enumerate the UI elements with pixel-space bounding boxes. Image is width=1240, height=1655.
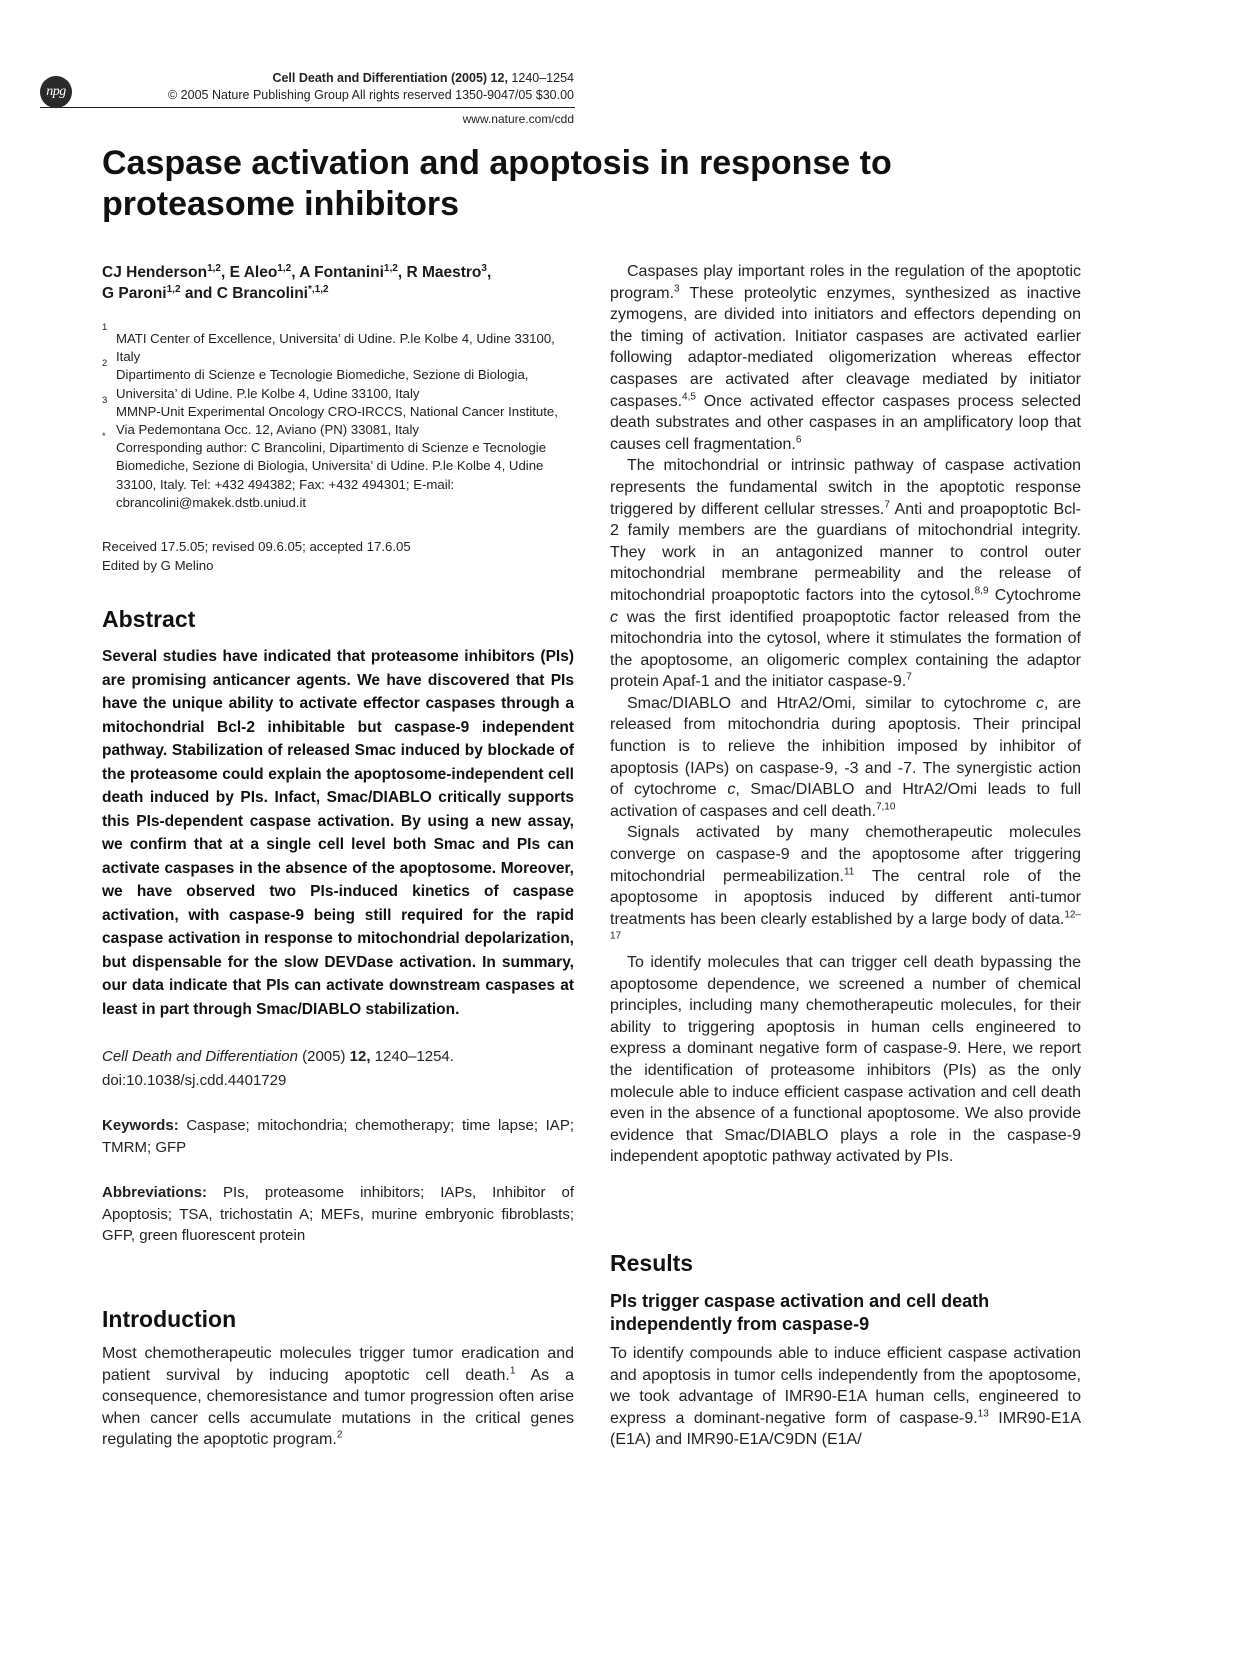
- affiliation-item: * Corresponding author: C Brancolini, Dipartimento di Scienze e Tecnologie Biomediche, Sezione di Biologia, Universita’ di Udine. P.le Kolbe 4, Udine 33100, Italy. Tel: +432 494382; Fax: +432 494301; E-mail: cbrancolini@makek.dstb.uniud.it: [102, 431, 547, 510]
- keywords: [102, 1115, 574, 1158]
- article-history: [102, 538, 572, 575]
- author-name: CJ Henderson: [102, 264, 208, 281]
- journal-name: Cell Death and Differentiation (2005) 12,: [272, 71, 508, 85]
- author-line: [102, 262, 572, 283]
- author-affiliation-marker: *,1,2: [307, 283, 329, 295]
- abstract-citation: [102, 1045, 574, 1092]
- reference-marker[interactable]: 1: [509, 1365, 516, 1377]
- right-column-body: [610, 261, 1081, 1168]
- author-name: E Aleo: [229, 264, 278, 281]
- keywords-label: Keywords:: [102, 1117, 179, 1134]
- affiliation-item: 1 MATI Center of Excellence, Universita’ di Udine. P.le Kolbe 4, Udine 33100, Italy: [102, 322, 555, 365]
- italic-term: c: [1035, 694, 1044, 712]
- paragraph-text: The mitochondrial or intrinsic pathway of caspase activation represents the fundamental switch in the apoptotic response triggered by different cellular stresses.: [610, 457, 1081, 518]
- author-separator: ,: [221, 264, 230, 281]
- intro-text: Most chemotherapeutic molecules trigger tumor eradication and patient survival by inducing apoptotic cell death.: [102, 1345, 574, 1384]
- abbreviations: [102, 1182, 574, 1247]
- keywords-text: Caspase; mitochondria; chemotherapy; time lapse; IAP; TMRM; GFP: [102, 1117, 574, 1156]
- results-heading: Results: [610, 1250, 694, 1276]
- journal-citation-line: [140, 70, 574, 87]
- abbreviations-label: Abbreviations:: [102, 1184, 208, 1201]
- paragraph-text: Smac/DIABLO and HtrA2/Omi, similar to cytochrome: [627, 694, 1036, 712]
- editor-line: Edited by G Melino: [102, 557, 214, 573]
- doi[interactable]: doi:10.1038/sj.cdd.4401729: [102, 1071, 287, 1089]
- author-affiliation-marker: 1,2: [207, 262, 221, 274]
- paragraph-text: Anti and proapoptotic Bcl-2 family members are the guardians of mitochondrial integrity. They work in an antagonized manner to control outer mitochondrial membrane permeability and the release of mitochondrial proapoptotic factors into the cytosol.: [610, 500, 1081, 604]
- affiliation-text: MATI Center of Excellence, Universita’ di Udine. P.le Kolbe 4, Udine 33100, Italy: [116, 331, 555, 365]
- introduction-paragraph: [102, 1343, 574, 1451]
- author-separator: ,: [291, 264, 300, 281]
- author-affiliation-marker: 3: [481, 262, 487, 274]
- italic-term: c: [610, 608, 618, 626]
- paragraph-text: , Smac/DIABLO and HtrA2/Omi leads to full activation of caspases and cell death.: [610, 781, 1081, 820]
- paragraph-text: These proteolytic enzymes, synthesized as inactive zymogens, are divided into initiators and effectors depending on the timing of activation. Initiator caspases are activated earlier following adaptor-mediated oligomerization whereas effector caspases are activated after cleavage mediated by initiator caspases.: [610, 284, 1081, 410]
- reference-marker[interactable]: 7: [884, 499, 890, 511]
- article-title: Caspase activation and apoptosis in response to proteasome inhibitors: [102, 144, 892, 223]
- citation-line: [102, 1045, 574, 1069]
- reference-marker[interactable]: 6: [795, 434, 802, 446]
- paragraph-text: was the first identified proapoptotic factor released from the mitochondria into the cytosol, where it stimulates the formation of the apoptosome, an oligomeric complex containing the adaptor protein Apaf-1 and the initiator caspase-9.: [610, 608, 1081, 691]
- paragraph-text: Caspases play important roles in the regulation of the apoptotic program.: [610, 263, 1081, 302]
- paragraph-text: To identify molecules that can trigger cell death bypassing the apoptosome dependence, we screened a number of chemical principles, including many chemotherapeutic molecules, for their ability to triggering apoptosis in human cells engineered to express a dominant negative form of caspase-9. Here, we report the identification of proteasome inhibitors (PIs) as the only molecule able to induce efficient caspase activation and cell death even in the absence of a functional apoptosome. We also provide evidence that Smac/DIABLO plays a role in the caspase-9 independent apoptotic pathway activated by PIs.: [610, 954, 1081, 1166]
- citation-pages: 1240–1254.: [370, 1048, 454, 1065]
- italic-term: c: [727, 781, 736, 799]
- journal-pages: 1240–1254: [511, 71, 574, 85]
- reference-marker[interactable]: 13: [977, 1408, 989, 1420]
- affiliations: [102, 322, 574, 512]
- reference-marker[interactable]: 7: [906, 671, 912, 683]
- author-affiliation-marker: 1,2: [383, 262, 398, 274]
- results-paragraph: [610, 1343, 1081, 1451]
- copyright-line: © 2005 Nature Publishing Group All rights reserved 1350-9047/05 $30.00: [168, 88, 574, 102]
- reference-marker[interactable]: 4,5: [682, 391, 696, 403]
- citation-journal: Cell Death and Differentiation: [102, 1048, 298, 1065]
- paragraph-text: Cytochrome: [988, 586, 1081, 604]
- intro-text: As a consequence, chemoresistance and tumor progression often arise when cancer cells accumulate mutations in the critical genes regulating the apoptotic program.: [102, 1366, 575, 1448]
- affiliation-item: 2 Dipartimento di Scienze e Tecnologie Biomediche, Sezione di Biologia, Universita’ di Udine. P.le Kolbe 4, Udine 33100, Italy: [102, 358, 529, 401]
- body-paragraph: [610, 261, 1081, 455]
- results-subheading: PIs trigger caspase activation and cell death independently from caspase-9: [610, 1291, 990, 1334]
- reference-marker[interactable]: 11: [843, 866, 855, 878]
- affiliation-item: 3 MMNP-Unit Experimental Oncology CRO-IRCCS, National Cancer Institute, Via Pedemontana Occ. 12, Aviano (PN) 33081, Italy: [102, 394, 558, 438]
- citation-volume: 12,: [349, 1048, 371, 1065]
- author-affiliation-marker: 1,2: [277, 262, 292, 274]
- abstract-heading: Abstract: [102, 606, 196, 632]
- affiliation-text: Corresponding author: C Brancolini, Dipartimento di Scienze e Tecnologie Biomediche, Sezione di Biologia, Universita’ di Udine. P.le Kolbe 4, Udine 33100, Italy. Tel: +432 494382; Fax: +432 494301; E-mail: cbrancolini@makek.dstb.uniud.it: [116, 440, 547, 510]
- affiliation-text: Dipartimento di Scienze e Tecnologie Biomediche, Sezione di Biologia, Universita’ di Udine. P.le Kolbe 4, Udine 33100, Italy: [116, 367, 529, 401]
- paragraph-text: Once activated effector caspases process selected death substrates and other caspases in an amplificatory loop that causes cell fragmentation.: [610, 392, 1081, 453]
- npg-logo: npg: [40, 76, 72, 108]
- reference-marker[interactable]: 8,9: [974, 585, 989, 597]
- paragraph-text: Signals activated by many chemotherapeutic molecules converge on caspase-9 and the apoptosome after triggering mitochondrial permeabilization.: [610, 824, 1081, 885]
- author-line: [102, 283, 572, 304]
- reference-marker[interactable]: 3: [674, 283, 680, 295]
- abstract-text: Several studies have indicated that proteasome inhibitors (PIs) are promising anticancer agents. We have discovered that PIs have the unique ability to activate effector caspases through a mitochondrial Bcl-2 inhibitable but caspase-9 independent pathway. Stabilization of released Smac induced by blockade of the proteasome could explain the apoptosome-independent cell death induced by PIs. Infact, Smac/DIABLO critically supports this PIs-dependent caspase activation. By using a new assay, we confirm that at a single cell level both Smac and PIs can activate caspases in the absence of the apoptosome. Moreover, we have observed two PIs-induced kinetics of caspase activation, with caspase-9 being still required for the rapid caspase activation in response to mitochondrial depolarization, but dispensable for the slow DEVDase activation. In summary, our data indicate that PIs can activate downstream caspases at least in part through Smac/DIABLO stabilization.: [102, 648, 574, 1018]
- author-affiliation-marker: 1,2: [166, 283, 181, 295]
- author-list: [102, 262, 572, 304]
- paragraph-text: The central role of the apoptosome in apoptosis induced by different anti-tumor treatments has been clearly established by a large body of data.: [610, 867, 1081, 928]
- body-paragraph: [610, 455, 1081, 693]
- results-text: IMR90-E1A (E1A) and IMR90-E1A/C9DN (E1A/: [610, 1409, 1081, 1448]
- reference-marker[interactable]: 12–17: [610, 909, 1081, 943]
- affiliation-text: MMNP-Unit Experimental Oncology CRO-IRCCS, National Cancer Institute, Via Pedemontana Occ. 12, Aviano (PN) 33081, Italy: [116, 403, 558, 438]
- author-name: R Maestro: [406, 264, 482, 281]
- author-name: A Fontanini: [299, 264, 384, 281]
- header-rule: [40, 107, 575, 108]
- introduction-heading: Introduction: [102, 1306, 237, 1332]
- reference-marker[interactable]: 7,10: [875, 801, 896, 813]
- results-text: To identify compounds able to induce efficient caspase activation and apoptosis in tumor cells independently from the apoptosome, we took advantage of IMR90-E1A human cells, engineered to express a dominant-negative form of caspase-9.: [610, 1345, 1081, 1427]
- author-separator: ,: [397, 264, 407, 281]
- body-paragraph: [610, 952, 1081, 1168]
- body-paragraph: [610, 822, 1081, 952]
- received-dates: Received 17.5.05; revised 09.6.05; accepted 17.6.05: [102, 539, 411, 554]
- abbreviations-text: PIs, proteasome inhibitors; IAPs, Inhibitor of Apoptosis; TSA, trichostatin A; MEFs, murine embryonic fibroblasts; GFP, green fluorescent protein: [102, 1184, 574, 1244]
- citation-year: (2005): [297, 1048, 350, 1065]
- journal-url[interactable]: www.nature.com/cdd: [462, 112, 574, 126]
- reference-marker[interactable]: 2: [336, 1429, 343, 1441]
- author-name: G Paroni: [102, 285, 167, 302]
- author-separator: ,: [486, 264, 492, 281]
- author-name: C Brancolini: [216, 285, 308, 302]
- author-separator: and: [180, 285, 217, 302]
- paragraph-text: , are released from mitochondria during apoptosis. Their principal function is to relieve the inhibition imposed by inhibitor of apoptosis (IAPs) on caspase-9, -3 and -7. The synergistic action of cytochrome: [610, 694, 1081, 799]
- body-paragraph: [610, 693, 1081, 823]
